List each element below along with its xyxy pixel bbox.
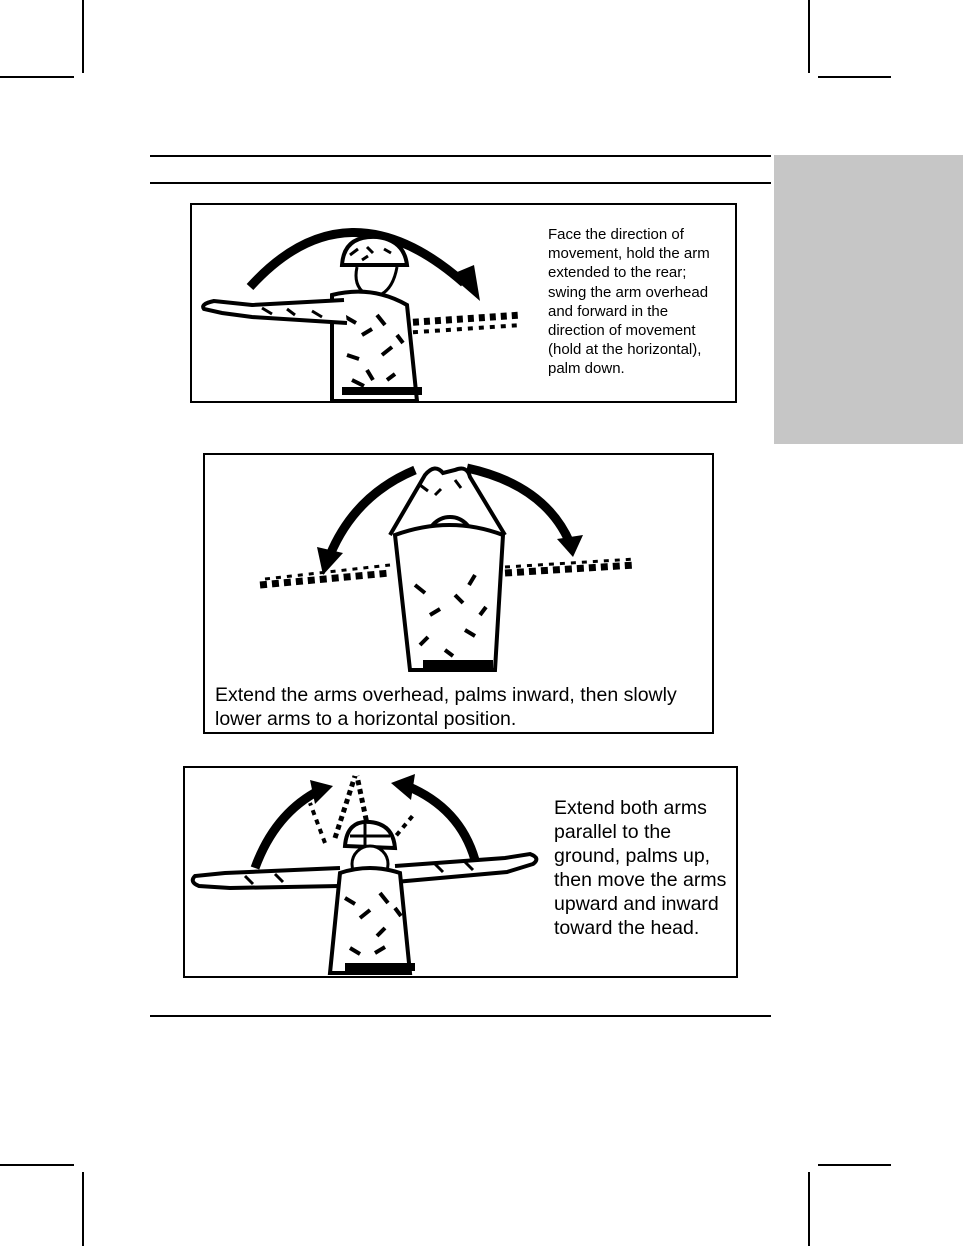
caption-line: swing the arm overhead bbox=[548, 283, 709, 301]
caption-line: Extend the arms overhead, palms inward, then slowly bbox=[215, 684, 677, 706]
caption-line: parallel to the bbox=[554, 821, 672, 843]
caption-line: ground, palms up, bbox=[554, 845, 711, 867]
soldier-arms-overhead-illustration bbox=[205, 455, 712, 675]
caption-line: movement, hold the arm bbox=[548, 245, 710, 263]
signal-panel-move-forward bbox=[190, 203, 737, 403]
caption-line: palm down. bbox=[548, 360, 625, 378]
crop-mark-top-right-vertical bbox=[808, 0, 810, 73]
curved-arrow-icon bbox=[391, 774, 475, 860]
crop-mark-bottom-right-vertical bbox=[808, 1172, 810, 1246]
caption-line: extended to the rear; bbox=[548, 264, 687, 282]
signal-panel-slow-down bbox=[203, 453, 714, 734]
caption-line: direction of movement bbox=[548, 322, 696, 340]
caption-line: then move the arms bbox=[554, 869, 727, 891]
soldier-arm-swing-illustration bbox=[192, 205, 532, 401]
crop-mark-bottom-left-vertical bbox=[82, 1172, 84, 1246]
soldier-arms-raise-illustration bbox=[185, 768, 545, 976]
section-thumb-tab bbox=[774, 155, 963, 444]
caption-line: (hold at the horizontal), bbox=[548, 341, 702, 359]
crop-mark-bottom-right-horizontal bbox=[818, 1164, 891, 1166]
crop-mark-top-left-horizontal bbox=[0, 76, 74, 78]
signal-caption-close-up bbox=[554, 796, 738, 940]
caption-line: Face the direction of bbox=[548, 226, 684, 243]
caption-line: lower arms to a horizontal position. bbox=[215, 708, 517, 730]
caption-line: and forward in the bbox=[548, 302, 669, 320]
caption-line: toward the head. bbox=[554, 917, 700, 939]
crop-mark-top-left-vertical bbox=[82, 0, 84, 73]
signal-caption-move-forward bbox=[548, 225, 738, 379]
signal-panel-close-up bbox=[183, 766, 738, 978]
header-rule-bottom bbox=[150, 182, 771, 184]
footer-rule bbox=[150, 1015, 771, 1017]
header-rule-top bbox=[150, 155, 771, 157]
curved-arrow-icon bbox=[255, 780, 333, 868]
caption-line: Extend both arms bbox=[554, 797, 707, 819]
caption-line: upward and inward bbox=[554, 893, 719, 915]
crop-mark-top-right-horizontal bbox=[818, 76, 891, 78]
signal-caption-slow-down bbox=[215, 683, 715, 731]
crop-mark-bottom-left-horizontal bbox=[0, 1164, 74, 1166]
